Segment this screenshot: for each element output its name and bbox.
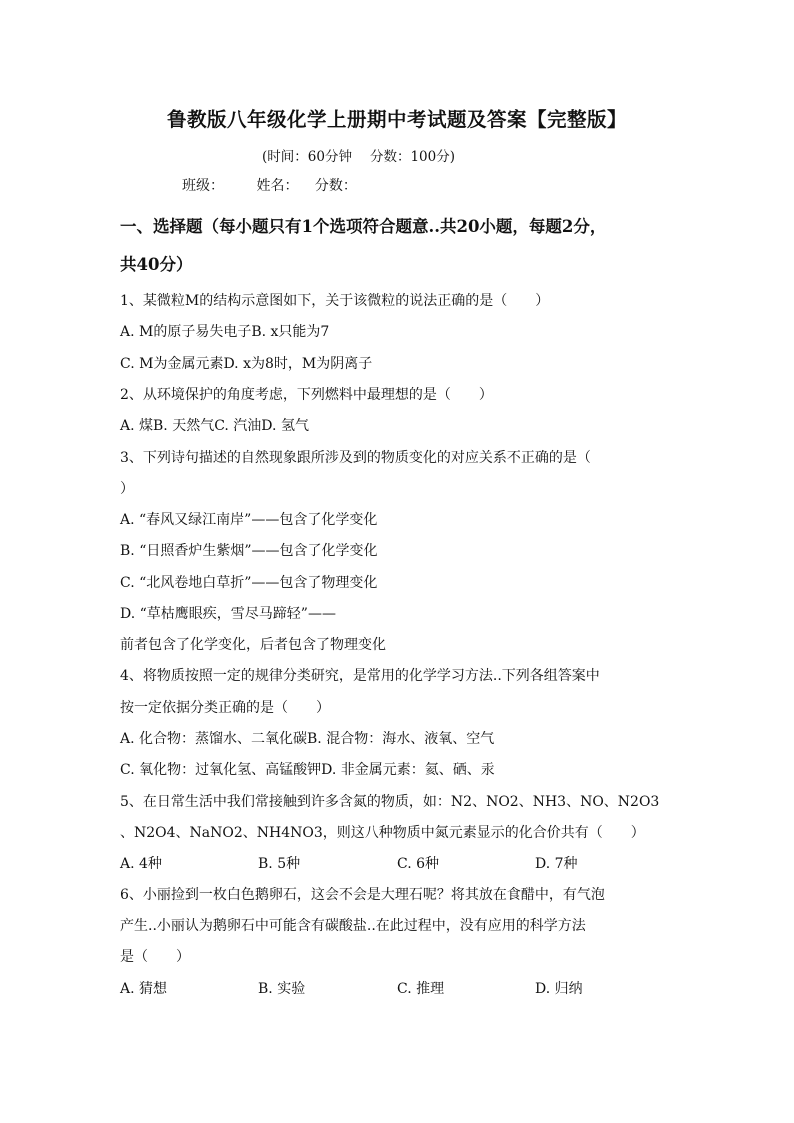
question-6-stem: 是（ ） — [120, 949, 190, 965]
exam-title: 鲁教版八年级化学上册期中考试题及答案【完整版】 — [166, 108, 627, 131]
option-c: C. 6种 — [397, 856, 440, 872]
question-3-option-line: B. “日照香炉生紫烟”——包含了化学变化 — [120, 543, 378, 559]
option-a: A. 猜想 — [120, 981, 168, 997]
section-heading-line1: 一、选择题（每小题只有1个选项符合题意..共20小题，每题2分， — [120, 217, 607, 236]
question-4-stem: 按一定依据分类正确的是（ ） — [120, 700, 330, 716]
section-heading-line2: 共40分） — [120, 255, 193, 274]
question-3-option-line: A. “春风又绿江南岸”——包含了化学变化 — [120, 512, 378, 528]
total-score-label: 分数：100分) — [369, 149, 455, 165]
question-2-option-line: A. 煤B. 天然气C. 汽油D. 氢气 — [120, 418, 309, 434]
option-b: B. 实验 — [258, 981, 306, 997]
student-info-row — [182, 175, 385, 195]
question-3-option-line: D. “草枯鹰眼疾，雪尽马蹄轻”—— — [120, 606, 336, 622]
question-6-stem: 产生..小丽认为鹅卵石中可能含有碳酸盐..在此过程中，没有应用的科学方法 — [120, 918, 586, 934]
option-d: D. 7种 — [535, 856, 578, 872]
question-1-stem: 1、某微粒M的结构示意图如下，关于该微粒的说法正确的是（ ） — [120, 293, 550, 309]
question-3-option-line: 前者包含了化学变化，后者包含了物理变化 — [120, 637, 386, 653]
score-label: 分数： — [314, 178, 357, 194]
question-1-option-line: A. M的原子易失电子B. x只能为7 — [120, 324, 330, 340]
question-5-stem: 5、在日常生活中我们常接触到许多含氮的物质，如：N2、NO2、NH3、NO、N2O3 — [120, 794, 660, 810]
class-label: 班级： — [182, 178, 224, 194]
question-3-stem: 3、下列诗句描述的自然现象跟所涉及到的物质变化的对应关系不正确的是（ — [120, 450, 591, 466]
option-a: A. 4种 — [120, 856, 162, 872]
name-label: 姓名： — [256, 178, 299, 194]
time-label: (时间：60分钟 — [262, 149, 352, 165]
question-2-stem: 2、从环境保护的角度考虑，下列燃料中最理想的是（ ） — [120, 387, 493, 403]
exam-subtitle — [262, 145, 455, 165]
question-3-stem: ） — [120, 481, 134, 497]
question-4-option-line: C. 氧化物：过氧化氢、高锰酸钾D. 非金属元素：氦、硒、汞 — [120, 762, 495, 778]
option-b: B. 5种 — [258, 856, 301, 872]
option-d: D. 归纳 — [535, 981, 583, 997]
question-3-option-line: C. “北风卷地白草折”——包含了物理变化 — [120, 575, 378, 591]
question-4-stem: 4、将物质按照一定的规律分类研究，是常用的化学学习方法..下列各组答案中 — [120, 668, 600, 684]
question-6-stem: 6、小丽捡到一枚白色鹅卵石，这会不会是大理石呢？将其放在食醋中，有气泡 — [120, 887, 605, 903]
option-c: C. 推理 — [397, 981, 445, 997]
question-5-stem: 、N2O4、NaNO2、NH4NO3，则这八种物质中氮元素显示的化合价共有（ ） — [120, 825, 645, 841]
question-1-option-line: C. M为金属元素D. x为8时，M为阴离子 — [120, 356, 373, 372]
question-4-option-line: A. 化合物：蒸馏水、二氧化碳B. 混合物：海水、液氧、空气 — [120, 731, 495, 747]
